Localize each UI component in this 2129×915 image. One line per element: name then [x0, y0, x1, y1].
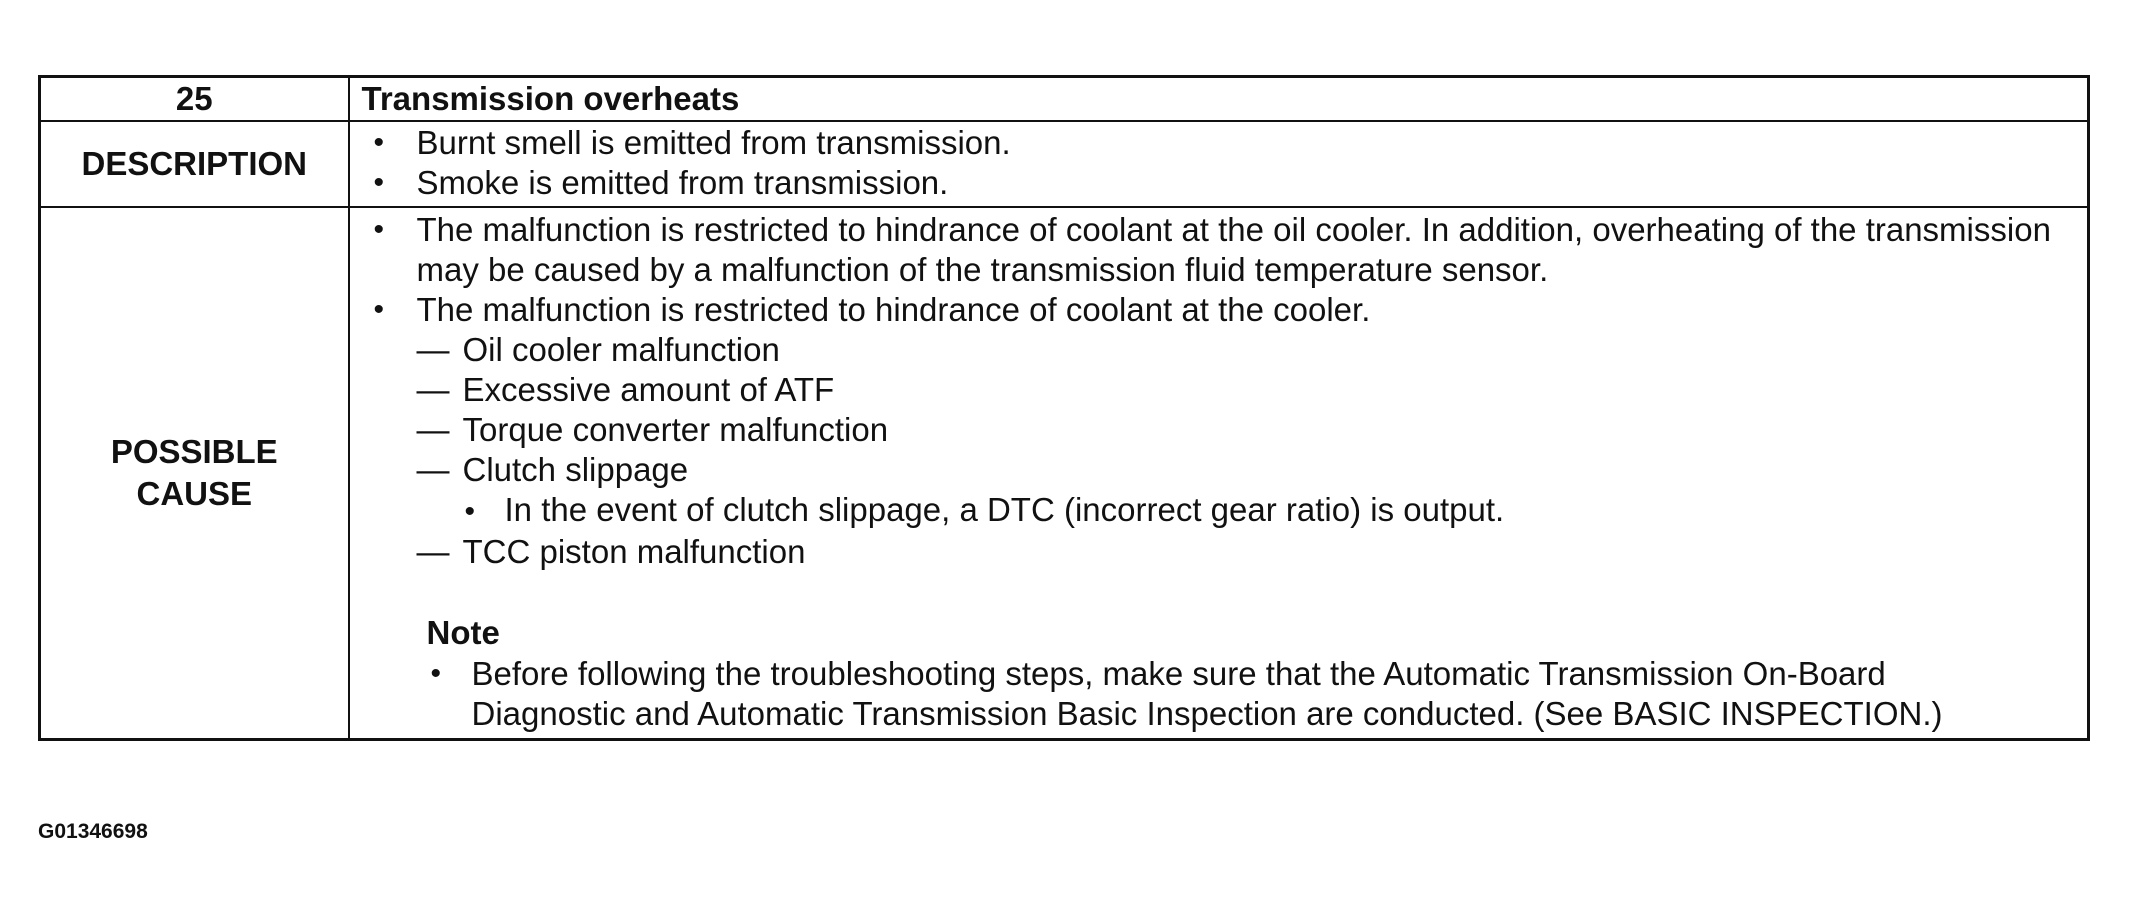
bullet-icon: •	[373, 213, 385, 246]
description-list	[370, 123, 2068, 203]
cause-list	[370, 210, 2068, 330]
list-item	[417, 450, 2068, 490]
troubleshooting-table	[38, 75, 2090, 741]
note-block	[370, 612, 2068, 734]
bullet-icon: •	[373, 126, 385, 159]
bullet-icon: •	[430, 657, 442, 690]
cause-dash-list-2	[370, 532, 2068, 572]
description-content	[349, 121, 2089, 207]
description-row	[40, 121, 2089, 207]
possible-cause-row	[40, 207, 2089, 740]
list-item	[417, 330, 2068, 370]
cause-dash-list	[370, 330, 2068, 490]
possible-cause-label-line2: CAUSE	[136, 475, 253, 512]
item-title: Transmission overheats	[349, 77, 2089, 122]
list-item	[417, 410, 2068, 450]
description-item-text: Burnt smell is emitted from transmission.	[416, 124, 1011, 161]
sub-bullet-text: In the event of clutch slippage, a DTC (incorrect gear ratio) is output.	[504, 491, 1505, 528]
dash-item-text: Excessive amount of ATF	[462, 371, 835, 408]
possible-cause-label	[40, 207, 349, 740]
possible-cause-content	[349, 207, 2089, 740]
header-row	[40, 77, 2089, 122]
dash-icon: —	[416, 533, 450, 570]
list-item	[370, 163, 2068, 203]
description-label: DESCRIPTION	[40, 121, 349, 207]
possible-cause-label-line1: POSSIBLE	[110, 433, 278, 470]
bullet-icon: •	[464, 495, 476, 528]
item-number: 25	[40, 77, 349, 122]
note-text: Before following the troubleshooting steps, make sure that the Automatic Transmission On-Board Diagnostic and Automatic Transmission Basic Inspection are conducted. (See BASIC INSPECTION.)	[471, 655, 1943, 732]
dash-item-text: Torque converter malfunction	[462, 411, 889, 448]
dash-icon: —	[416, 451, 450, 488]
bullet-icon: •	[373, 166, 385, 199]
figure-code: G01346698	[38, 820, 148, 843]
list-item	[417, 370, 2068, 410]
cause-bullet-text: The malfunction is restricted to hindrance of coolant at the oil cooler. In addition, overheating of the transmission may be caused by a malfunction of the transmission fluid temperature sensor.	[416, 211, 2051, 288]
dash-icon: —	[416, 371, 450, 408]
dash-icon: —	[416, 331, 450, 368]
list-item	[465, 490, 2068, 532]
cause-sub-bullet-list	[370, 490, 2068, 532]
dash-item-text: Oil cooler malfunction	[462, 331, 780, 368]
bullet-icon: •	[373, 293, 385, 326]
list-item	[417, 532, 2068, 572]
cause-bullet-text: The malfunction is restricted to hindrance of coolant at the cooler.	[416, 291, 1371, 328]
note-list	[427, 654, 2068, 734]
dash-item-text: Clutch slippage	[462, 451, 689, 488]
list-item	[370, 290, 2068, 330]
list-item	[370, 210, 2068, 290]
dash-icon: —	[416, 411, 450, 448]
list-item	[370, 123, 2068, 163]
note-title: Note	[426, 614, 500, 651]
list-item	[427, 654, 2068, 734]
dash-item-text: TCC piston malfunction	[462, 533, 806, 570]
description-item-text: Smoke is emitted from transmission.	[416, 164, 949, 201]
